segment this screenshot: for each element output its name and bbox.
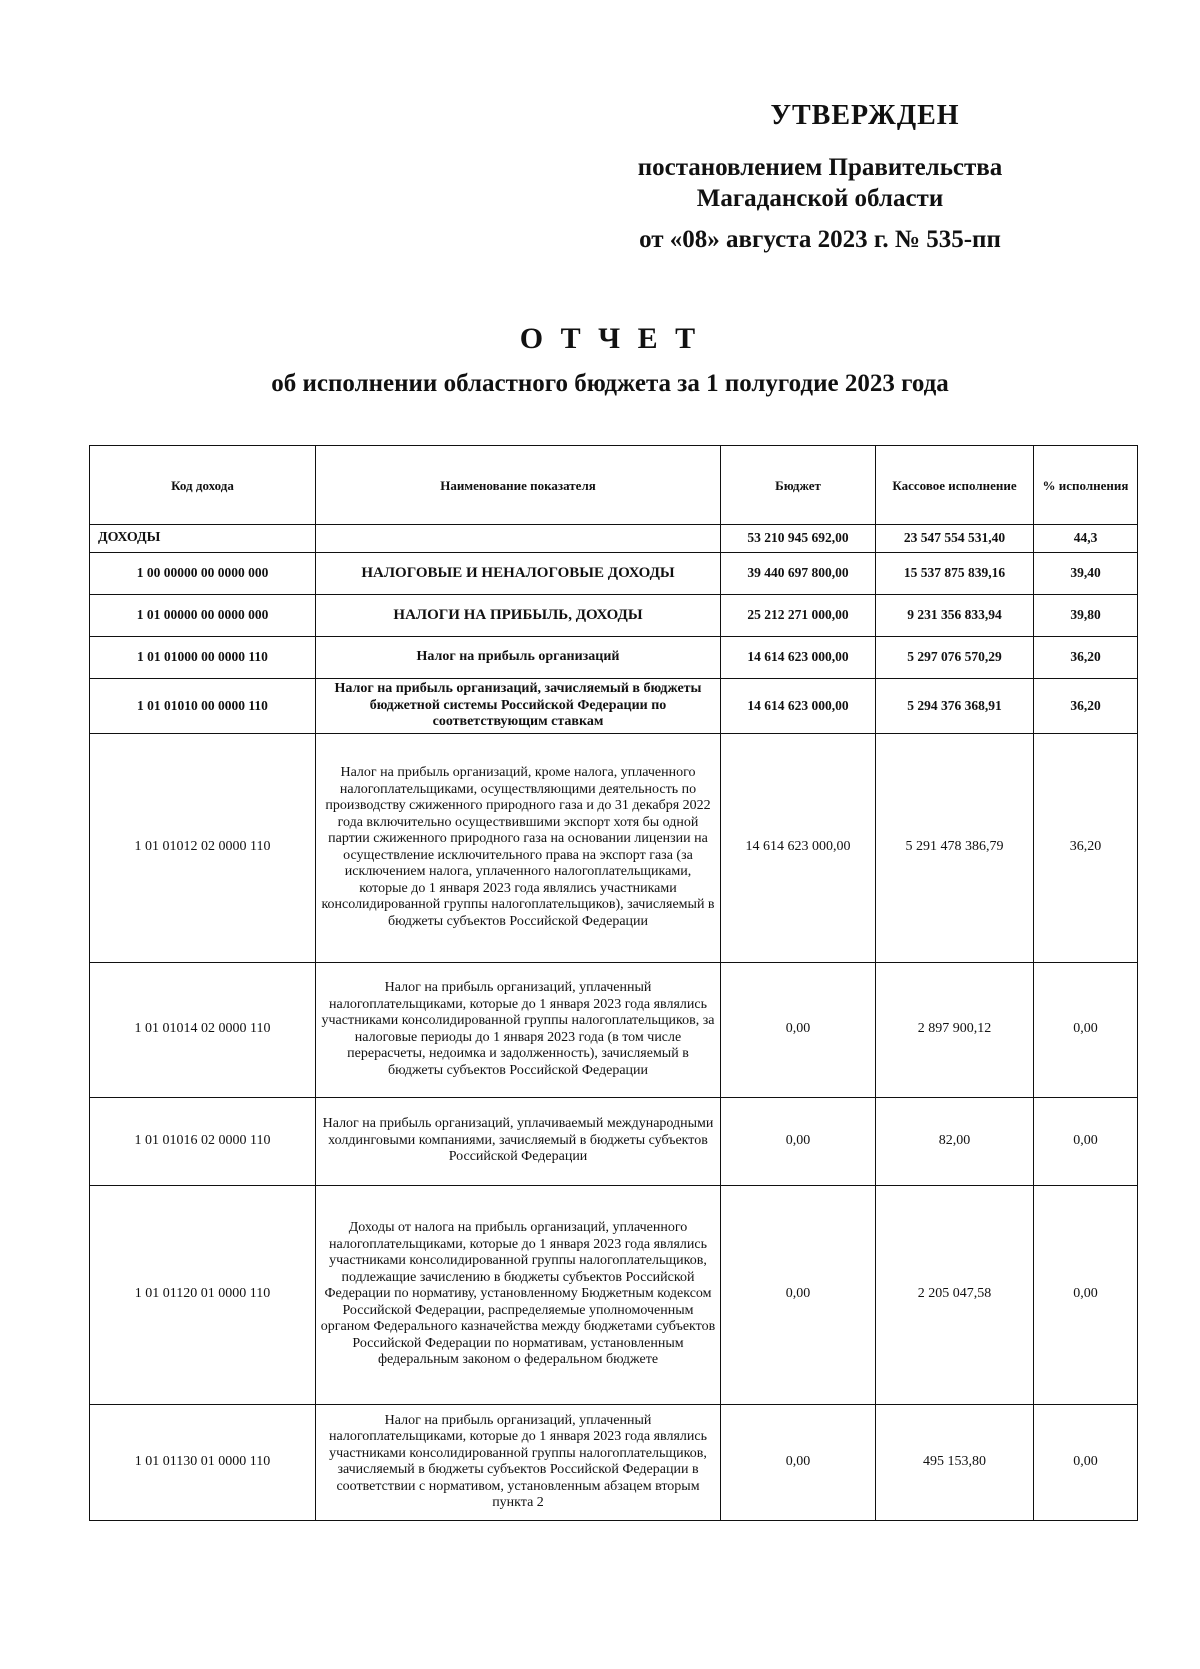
- report-subtitle: об исполнении областного бюджета за 1 полугодие 2023 года: [271, 370, 949, 397]
- row-code: 1 01 01120 01 0000 110: [90, 1185, 316, 1404]
- table-row: [90, 1404, 1138, 1520]
- row-percent: 36,20: [1034, 679, 1138, 734]
- approval-title: УТВЕРЖДЕН: [770, 100, 960, 131]
- table-row: [90, 637, 1138, 679]
- row-percent: 0,00: [1034, 1185, 1138, 1404]
- row-code: 1 01 01130 01 0000 110: [90, 1404, 316, 1520]
- approval-stamp: [560, 100, 1080, 255]
- row-name: Налог на прибыль организаций, зачисляемый в бюджеты бюджетной системы Российской Федерации по соответствующим ставкам: [316, 679, 721, 734]
- row-budget: 0,00: [721, 1185, 876, 1404]
- row-budget: 25 212 271 000,00: [721, 595, 876, 637]
- row-budget: 0,00: [721, 962, 876, 1097]
- header-cash: Кассовое исполнение: [876, 446, 1034, 525]
- row-cash: 5 297 076 570,29: [876, 637, 1034, 679]
- row-percent: 0,00: [1034, 1404, 1138, 1520]
- row-budget: 14 614 623 000,00: [721, 679, 876, 734]
- table-row: [90, 679, 1138, 734]
- approval-line-date: от «08» августа 2023 г. № 535-пп: [639, 226, 1001, 253]
- row-percent: 36,20: [1034, 733, 1138, 962]
- row-code: 1 01 01014 02 0000 110: [90, 962, 316, 1097]
- approval-line-decree: постановлением Правительства: [637, 154, 1003, 181]
- approval-line-region: Магаданской области: [696, 185, 944, 212]
- row-code: 1 00 00000 00 0000 000: [90, 553, 316, 595]
- row-budget: 39 440 697 800,00: [721, 553, 876, 595]
- row-name: Налог на прибыль организаций, уплаченный налогоплательщиками, которые до 1 января 2023 года являлись участниками консолидированной группы налогоплательщиков, за налоговые периоды до 1 января 2023 года (в том числе перерасчеты, недоимка и задолженность), зачисляемый в бюджеты субъектов Российской Федерации: [316, 962, 721, 1097]
- row-budget: 0,00: [721, 1404, 876, 1520]
- row-name: Налог на прибыль организаций, уплаченный налогоплательщиками, которые до 1 января 2023 года являлись участниками консолидированной группы налогоплательщиков, зачисляемый в бюджеты субъектов Российской Федерации в соответствии с нормативом, установленным абзацем вторым пункта 2: [316, 1404, 721, 1520]
- row-code: 1 01 01000 00 0000 110: [90, 637, 316, 679]
- header-percent: % исполнения: [1034, 446, 1138, 525]
- table-row: [90, 733, 1138, 962]
- header-budget: Бюджет: [721, 446, 876, 525]
- table-row: [90, 962, 1138, 1097]
- header-code: Код дохода: [90, 446, 316, 525]
- row-cash: 82,00: [876, 1097, 1034, 1185]
- row-name: [316, 525, 721, 553]
- row-code: 1 01 01016 02 0000 110: [90, 1097, 316, 1185]
- row-budget: 14 614 623 000,00: [721, 637, 876, 679]
- row-cash: 23 547 554 531,40: [876, 525, 1034, 553]
- row-percent: 0,00: [1034, 962, 1138, 1097]
- row-cash: 495 153,80: [876, 1404, 1034, 1520]
- row-budget: 14 614 623 000,00: [721, 733, 876, 962]
- row-name: Налог на прибыль организаций, уплачиваемый международными холдинговыми компаниями, зачисляемый в бюджеты субъектов Российской Федерации: [316, 1097, 721, 1185]
- row-name: НАЛОГОВЫЕ И НЕНАЛОГОВЫЕ ДОХОДЫ: [316, 553, 721, 595]
- row-code: 1 01 01010 00 0000 110: [90, 679, 316, 734]
- row-cash: 2 897 900,12: [876, 962, 1034, 1097]
- row-budget: 53 210 945 692,00: [721, 525, 876, 553]
- row-cash: 2 205 047,58: [876, 1185, 1034, 1404]
- row-percent: 39,80: [1034, 595, 1138, 637]
- row-cash: 9 231 356 833,94: [876, 595, 1034, 637]
- row-cash: 5 294 376 368,91: [876, 679, 1034, 734]
- row-name: Доходы от налога на прибыль организаций, уплаченного налогоплательщиками, которые до 1 января 2023 года являлись участниками консолидированной группы налогоплательщиков, подлежащие зачислению в бюджеты субъектов Российской Федерации по нормативу, установленному Бюджетным кодексом Российской Федерации, распределяемые уполномоченным органом Федерального казначейства между бюджетами субъектов Российской Федерации по нормативам, установленным федеральным законом о федеральном бюджете: [316, 1185, 721, 1404]
- row-percent: 39,40: [1034, 553, 1138, 595]
- table-header-row: [90, 446, 1138, 525]
- table-row: [90, 595, 1138, 637]
- header-name: Наименование показателя: [316, 446, 721, 525]
- row-percent: 44,3: [1034, 525, 1138, 553]
- row-code: 1 01 01012 02 0000 110: [90, 733, 316, 962]
- row-name: Налог на прибыль организаций: [316, 637, 721, 679]
- row-cash: 5 291 478 386,79: [876, 733, 1034, 962]
- row-budget: 0,00: [721, 1097, 876, 1185]
- row-percent: 36,20: [1034, 637, 1138, 679]
- row-percent: 0,00: [1034, 1097, 1138, 1185]
- table-row: [90, 525, 1138, 553]
- table-row: [90, 553, 1138, 595]
- report-title: О Т Ч Е Т: [519, 322, 701, 355]
- row-cash: 15 537 875 839,16: [876, 553, 1034, 595]
- row-name: Налог на прибыль организаций, кроме налога, уплаченного налогоплательщиками, осуществляющими деятельность по производству сжиженного природного газа и до 31 декабря 2022 года включительно осуществившими экспорт хотя бы одной партии сжиженного природного газа на основании лицензии на осуществление исключительного права на экспорт газа (за исключением налога, уплаченного налогоплательщиками, которые до 1 января 2023 года являлись участниками консолидированной группы налогоплательщиков), зачисляемый в бюджеты субъектов Российской Федерации: [316, 733, 721, 962]
- row-name: НАЛОГИ НА ПРИБЫЛЬ, ДОХОДЫ: [316, 595, 721, 637]
- row-code: 1 01 00000 00 0000 000: [90, 595, 316, 637]
- table-row: [90, 1097, 1138, 1185]
- row-code: ДОХОДЫ: [90, 525, 316, 553]
- budget-table: [89, 445, 1138, 1521]
- table-row: [90, 1185, 1138, 1404]
